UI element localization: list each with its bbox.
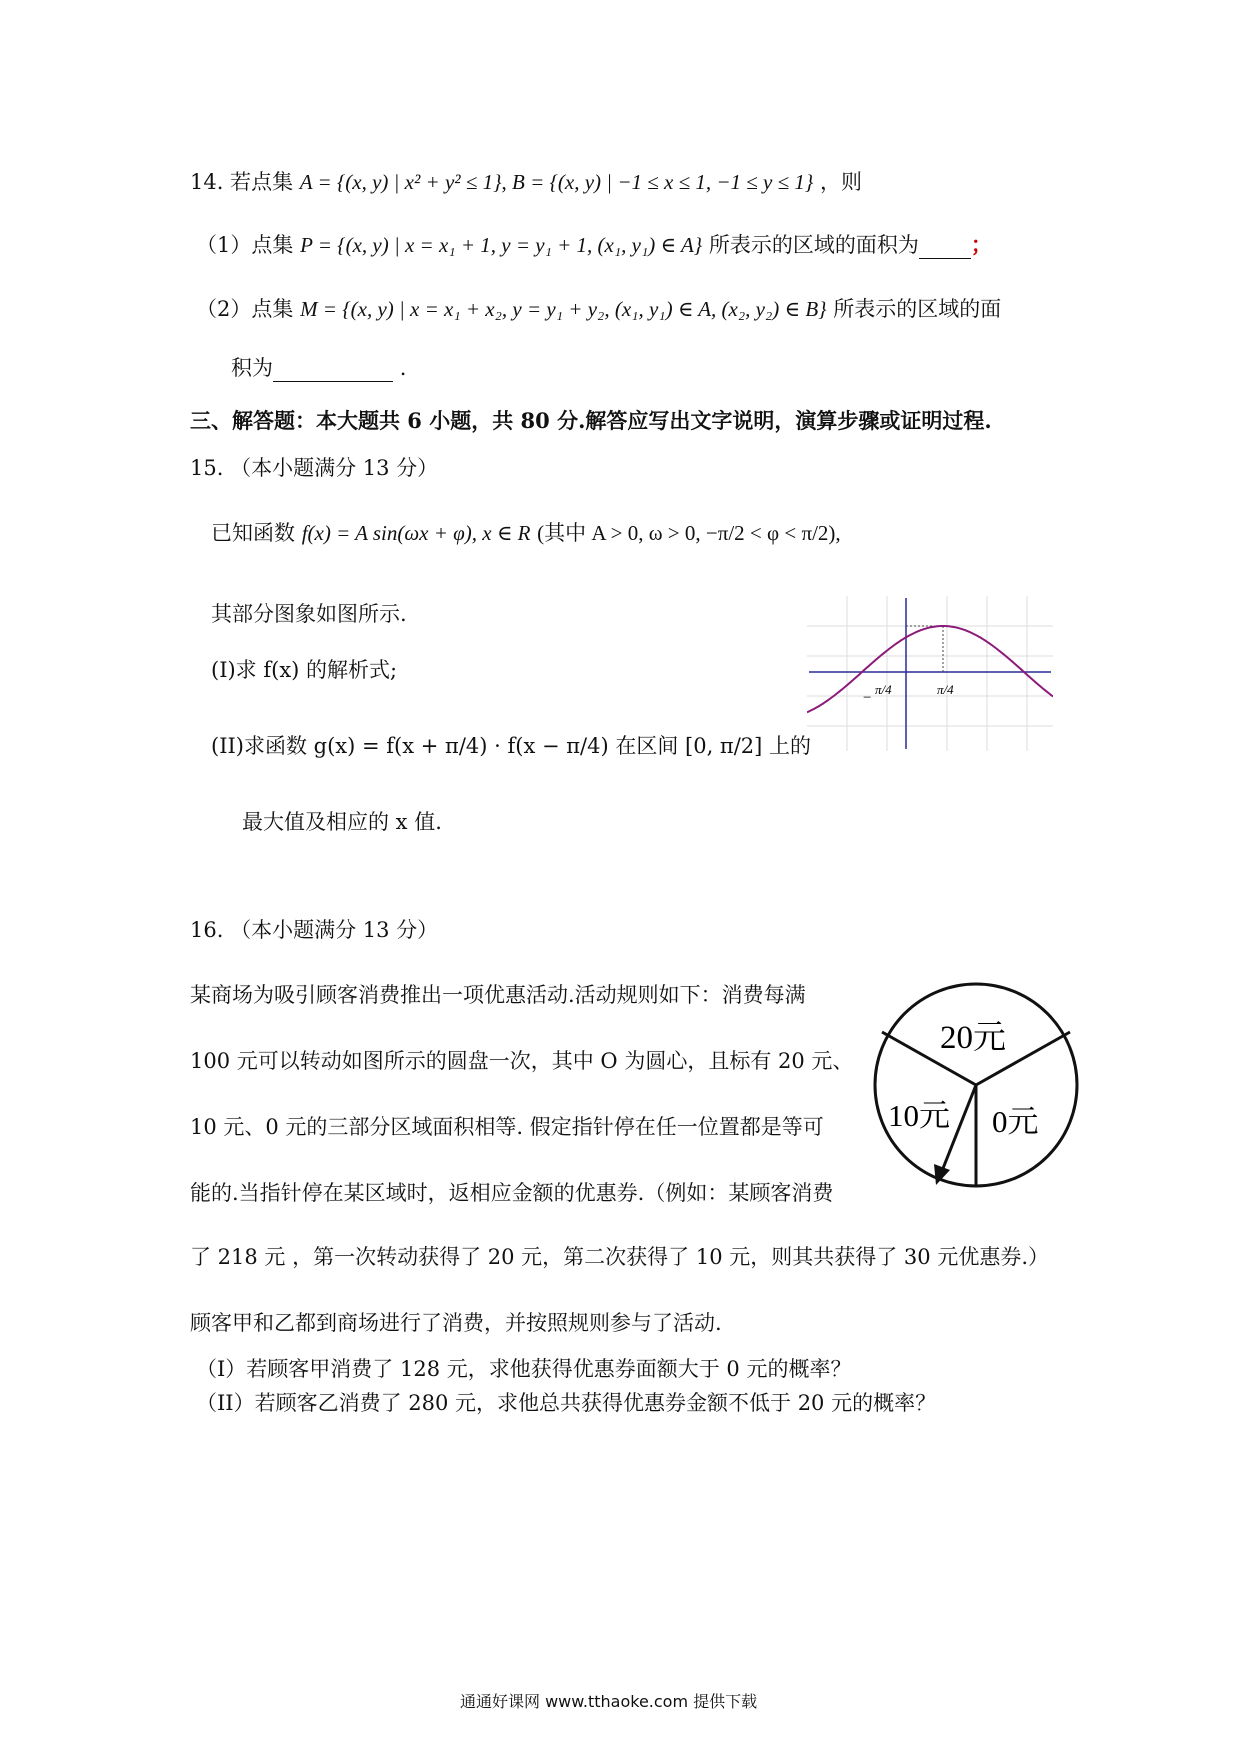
q16-spinner-wheel — [866, 980, 1086, 1190]
q14-part2-num: （2）点集 — [196, 297, 294, 321]
q14-part2-set: M = {(x, y) | x = x₁ + x₂, y = y₁ + y₂, (x₁, y₁) ∈ A, (x₂, y₂) ∈ B} — [300, 297, 827, 321]
q16-line-4: 能的.当指针停在某区域时，返相应金额的优惠券.（例如：某顾客消费 — [190, 1181, 834, 1205]
q14-set-a: A = {(x, y) | x² + y² ≤ 1} — [299, 170, 502, 194]
q16-line-6: 顾客甲和乙都到商场进行了消费，并按照规则参与了活动. — [190, 1311, 722, 1335]
q16-part2: （II）若顾客乙消费了 280 元，求他总共获得优惠券金额不低于 20 元的概率？ — [196, 1391, 937, 1415]
q15-part2-cont: 最大值及相应的 x 值. — [242, 810, 442, 834]
graph-grid — [807, 596, 1053, 751]
q16-line-3: 10 元、0 元的三部分区域面积相等. 假定指针停在任一位置都是等可 — [190, 1115, 824, 1139]
q14-then: ，则 — [819, 170, 862, 194]
q15-part1: (I)求 f(x) 的解析式; — [211, 658, 398, 682]
q16-line-5: 了 218 元 ，第一次转动获得了 20 元，第二次获得了 10 元，则其共获得了 30 元优惠券.） — [190, 1245, 1049, 1269]
q15-given-lead: 已知函数 — [211, 521, 295, 545]
tick-right-label: π/4 — [937, 682, 954, 697]
q16-header: 16. （本小题满分 13 分） — [190, 918, 439, 942]
q14-part1-num: （1）点集 — [196, 233, 294, 257]
q14-part1-blank — [919, 237, 971, 259]
q14-part1-set: P = {(x, y) | x = x₁ + 1, y = y₁ + 1, (x₁, y₁) ∈ A} — [300, 233, 703, 257]
wheel-label-20: 20元 — [940, 1020, 1006, 1056]
q15-given — [211, 523, 841, 544]
q14-part1-mark: ； — [970, 232, 992, 257]
q16-part1: （I）若顾客甲消费了 128 元，求他获得优惠券面额大于 0 元的概率？ — [196, 1357, 852, 1381]
q15-part2: (II)求函数 g(x) = f(x + π/4) · f(x − π/4) 在区间 [0, π/2] 上的 — [211, 734, 812, 758]
q16-line-2: 100 元可以转动如图所示的圆盘一次，其中 O 为圆心，且标有 20 元、 — [190, 1049, 854, 1073]
q14-part2 — [196, 299, 1001, 320]
q16-line-1: 某商场为吸引顾客消费推出一项优惠活动.活动规则如下：消费每满 — [190, 983, 806, 1007]
q14-part2-end: . — [399, 356, 407, 380]
q14-part2-tail: 所表示的区域的面 — [833, 297, 1002, 321]
q14-set-b: B = {(x, y) | −1 ≤ x ≤ 1, −1 ≤ y ≤ 1} — [512, 170, 814, 194]
q14-part1 — [196, 234, 992, 259]
q14-lead: 14. 若点集 — [190, 170, 294, 194]
q15-given-cond: (其中 A > 0, ω > 0, −π/2 < φ < π/2), — [537, 521, 841, 545]
q15-graph-note: 其部分图象如图所示. — [211, 602, 407, 626]
sine-curve — [807, 626, 1053, 712]
q14-part2-blank — [273, 360, 393, 382]
wheel-label-0: 0元 — [992, 1104, 1039, 1139]
q14-part2-cont — [231, 358, 406, 382]
tick-left-label: π/4 — [875, 682, 892, 697]
section3-heading: 三、解答题：本大题共 6 小题，共 80 分.解答应写出文字说明，演算步骤或证明过程. — [190, 408, 992, 433]
q15-sine-graph — [807, 596, 1053, 751]
q14-stem: 14. 若点集 A = {(x, y) | x² + y² ≤ 1}, B = {(x, y) | −1 ≤ x ≤ 1, −1 ≤ y ≤ 1} ，则 — [190, 170, 862, 194]
q14-part1-tail: 所表示的区域的面积为 — [708, 233, 919, 257]
q15-given-func: f(x) = A sin(ωx + φ), x ∈ R — [301, 521, 531, 545]
page-footer: 通通好课网 www.tthaoke.com 提供下载 — [460, 1692, 758, 1711]
q15-header: 15. （本小题满分 13 分） — [190, 456, 439, 480]
wheel-label-10: 10元 — [888, 1098, 950, 1133]
tick-left-sign: − — [863, 690, 872, 706]
q14-part2-cont-text: 积为 — [231, 356, 273, 380]
